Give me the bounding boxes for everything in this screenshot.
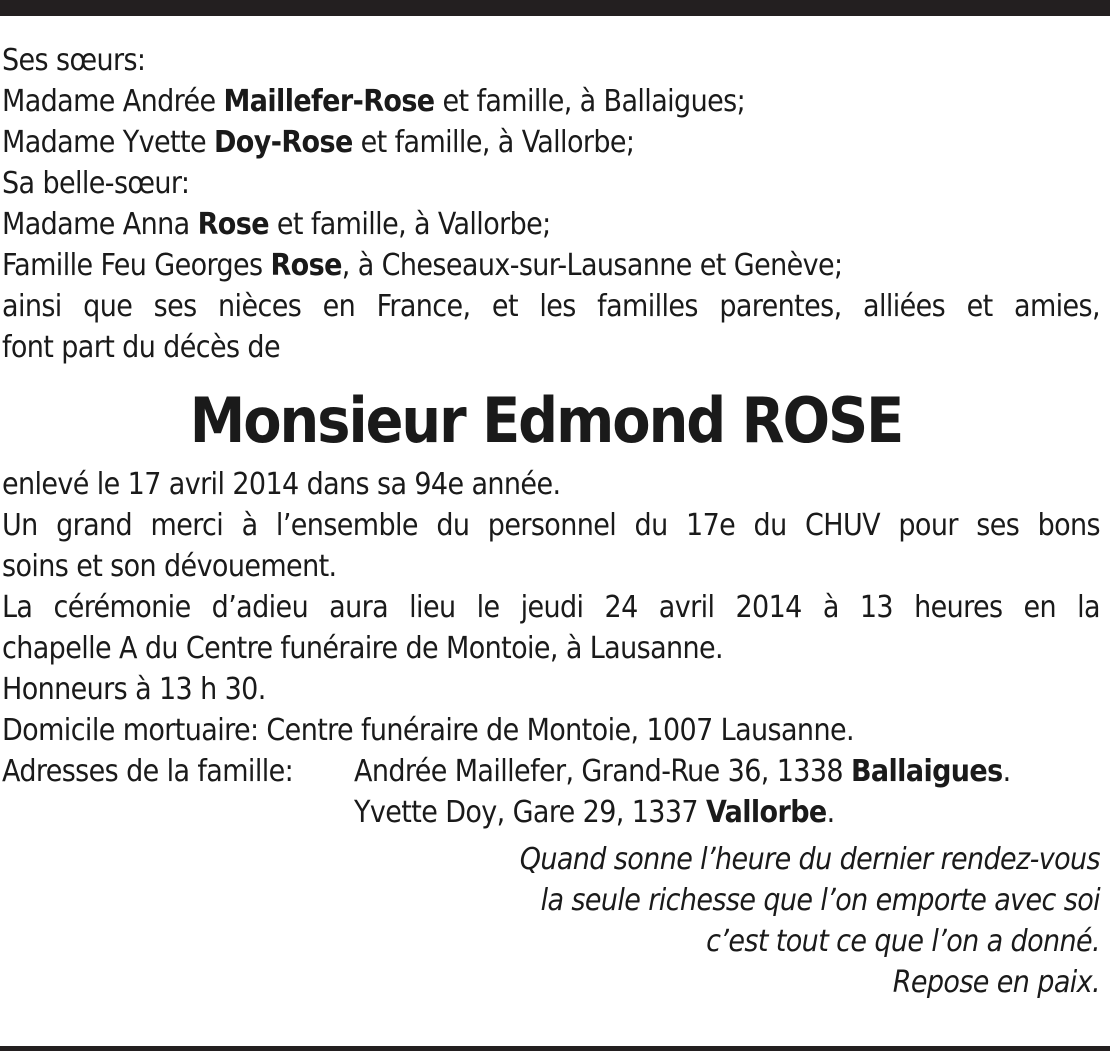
- sister-line-2: [2, 122, 1100, 163]
- address-entry: [354, 751, 1011, 792]
- poem-line: c’est tout ce que l’on a donné.: [706, 924, 1100, 959]
- relatives-line: ainsi que ses nièces en France, et les familles parentes, alliées et amies,: [2, 289, 1100, 324]
- top-rule: [0, 0, 1110, 16]
- deceased-name: Monsieur Edmond ROSE: [189, 384, 903, 457]
- address-1-end: .: [1002, 754, 1011, 789]
- thanks-line-1: Un grand merci à l’ensemble du personnel du 17e du CHUV pour ses bons: [2, 508, 1100, 543]
- sister-in-law-surname: Rose: [197, 207, 269, 242]
- honours-line: Honneurs à 13 h 30.: [2, 672, 266, 707]
- death-line: enlevé le 17 avril 2014 dans sa 94e année.: [2, 467, 561, 502]
- address-1-town: Ballaigues: [850, 754, 1003, 789]
- sister-2-suffix: et famille, à Vallorbe;: [360, 125, 635, 160]
- sister-1-suffix: et famille, à Ballaigues;: [442, 84, 746, 119]
- family-suffix: , à Cheseaux-sur-Lausanne et Genève;: [341, 248, 843, 283]
- poem-line: la seule richesse que l’on emporte avec soi: [540, 883, 1100, 918]
- sister-2-surname: Doy-Rose: [214, 125, 353, 160]
- address-1-text: Andrée Maillefer, Grand-Rue 36, 1338: [354, 754, 843, 789]
- announce-line: font part du décès de: [2, 330, 280, 365]
- sisters-label: Ses sœurs:: [2, 43, 146, 78]
- bottom-rule: [0, 1046, 1110, 1051]
- poem-line: Quand sonne l’heure du dernier rendez-vous: [519, 842, 1100, 877]
- family-prefix: Famille Feu Georges: [2, 248, 263, 283]
- family-line: [2, 245, 1100, 286]
- sister-in-law-line: [2, 204, 1100, 245]
- address-2-town: Vallorbe: [706, 795, 827, 830]
- family-addresses: [2, 751, 1100, 833]
- obituary-notice: [2, 40, 1100, 1003]
- thanks-line-2: soins et son dévouement.: [2, 549, 337, 584]
- sister-1-surname: Maillefer-Rose: [223, 84, 435, 119]
- address-2-end: .: [826, 795, 835, 830]
- sister-in-law-label: Sa belle-sœur:: [2, 166, 190, 201]
- addresses-label: Adresses de la famille:: [2, 754, 294, 789]
- ceremony-line-2: chapelle A du Centre funéraire de Montoie, à Lausanne.: [2, 631, 724, 666]
- domicile-line: Domicile mortuaire: Centre funéraire de Montoie, 1007 Lausanne.: [2, 713, 854, 748]
- sister-in-law-prefix: Madame Anna: [2, 207, 190, 242]
- poem-line: Repose en paix.: [892, 965, 1100, 1000]
- address-entry: [354, 792, 1011, 833]
- address-2-text: Yvette Doy, Gare 29, 1337: [354, 795, 699, 830]
- sister-1-prefix: Madame Andrée: [2, 84, 216, 119]
- family-surname: Rose: [270, 248, 342, 283]
- ceremony-line-1: La cérémonie d’adieu aura lieu le jeudi 24 avril 2014 à 13 heures en la: [2, 590, 1100, 625]
- sister-line-1: [2, 81, 1100, 122]
- closing-poem: [2, 839, 1100, 1003]
- sister-in-law-suffix: et famille, à Vallorbe;: [276, 207, 551, 242]
- address-list: [354, 751, 1011, 833]
- sister-2-prefix: Madame Yvette: [2, 125, 207, 160]
